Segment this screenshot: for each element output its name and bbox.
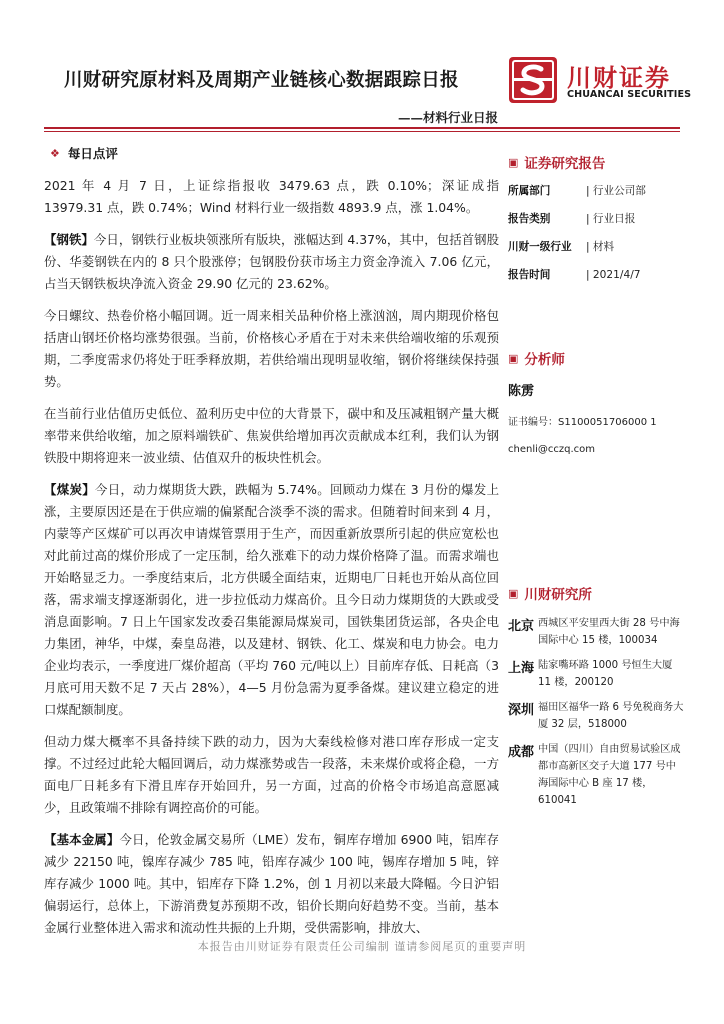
report-subtitle: ——材料行业日报: [397, 110, 498, 125]
office-item: [508, 741, 684, 809]
footer-disclaimer: 本报告由川财证券有限责任公司编制 谨请参阅尾页的重要声明: [197, 940, 527, 953]
report-info-list: [508, 184, 684, 296]
paragraph: [44, 829, 499, 939]
analyst-heading: [508, 348, 684, 368]
paragraph-list: [44, 175, 499, 939]
paragraph-text: 但动力煤大概率不具备持续下跌的动力，因为大秦线检修对港口库存形成一定支撑。不过经过此轮大幅回调后，动力煤涨势或告一段落，未来煤价或将企稳，一方面电厂日耗多有下滑且库存开始回升，另一方面，过高的价格令市场追高意愿减少，且政策端不排除有调控高价的可能。: [44, 734, 499, 815]
header-divider: [44, 127, 680, 129]
institute-heading: [508, 583, 684, 603]
target-bullet-icon: ▣: [508, 351, 519, 365]
report-info-title: 证券研究报告: [524, 156, 606, 172]
info-label: 所属部门: [508, 185, 551, 197]
section-title: 每日点评: [67, 146, 118, 161]
office-city: 北京: [508, 619, 535, 634]
office-list: [508, 615, 684, 809]
header-divider-thin: [44, 131, 680, 132]
paragraph: [44, 229, 499, 295]
analyst-title: 分析师: [524, 352, 565, 368]
paragraph-tag: 【煤炭】: [44, 482, 95, 497]
paragraph-text: 在当前行业估值历史低位、盈利历史中位的大背景下，碳中和及压减粗钢产量大概率带来供给收缩，加之原料端铁矿、焦炭供给增加再次贡献成本红利，我们认为钢铁股中期将迎来一波业绩、估值双升的板块性机会。: [44, 406, 499, 465]
analyst-cert: 证书编号：S1100051706000 1: [508, 417, 657, 428]
info-value: | 行业公司部: [586, 185, 646, 197]
paragraph: [44, 403, 499, 469]
info-row: [508, 240, 684, 268]
main-content: [44, 144, 499, 949]
paragraph: [44, 305, 499, 393]
info-label: 报告类别: [508, 213, 551, 225]
paragraph-text: 2021 年 4 月 7 日，上证综指报收 3479.63 点，跌 0.10%；深证成指 13979.31 点，跌 0.74%；Wind 材料行业一级指数 4893.9 点，涨 1.04%。: [44, 178, 499, 215]
office-address: 福田区福华一路 6 号免税商务大厦 32 层，518000: [538, 702, 684, 730]
institute-title: 川财研究所: [524, 587, 592, 603]
paragraph: [44, 175, 499, 219]
analyst-email[interactable]: chenli@cczq.com: [508, 444, 596, 455]
target-bullet-icon: ▣: [508, 155, 519, 169]
report-title: 川财研究原材料及周期产业链核心数据跟踪日报: [64, 70, 459, 91]
info-row: [508, 212, 684, 240]
paragraph-text: 今日，伦敦金属交易所（LME）发布，铜库存增加 6900 吨，铝库存减少 22150 吨，镍库存减少 785 吨，铅库存减少 100 吨，锡库存增加 5 吨，锌库存减少 1000 吨。其中，铝库存下降 1.2%，创 1 月初以来最大降幅。今日沪铝偏弱运行，总体上，下游消费复苏预期不改，铝价长期向好趋势不变。当前，基本金属行业整体进入需求和流动性共振的上升期，受供需影响，排放大、: [44, 832, 499, 935]
office-address: 陆家嘴环路 1000 号恒生大厦 11 楼，200120: [538, 660, 673, 688]
paragraph-tag: 【基本金属】: [44, 832, 120, 847]
info-row: [508, 184, 684, 212]
office-address: 西城区平安里西大街 28 号中海国际中心 15 楼，100034: [538, 618, 680, 646]
info-value: | 2021/4/7: [586, 269, 641, 281]
info-label: 川财一级行业: [508, 241, 572, 253]
info-label: 报告时间: [508, 269, 551, 281]
company-logo: [508, 56, 692, 108]
logo-chinese-name: 川财证券: [567, 64, 671, 92]
analyst-name: 陈雳: [508, 384, 535, 399]
sidebar: [508, 152, 684, 817]
logo-english-name: CHUANCAI SECURITIES: [567, 89, 692, 100]
diamond-bullet-icon: ❖: [50, 146, 60, 160]
daily-review-heading: [50, 144, 499, 162]
chuancai-logo-icon: [508, 56, 558, 104]
office-city: 深圳: [508, 703, 535, 718]
report-info-heading: [508, 152, 684, 172]
paragraph: [44, 479, 499, 721]
office-item: [508, 615, 684, 649]
office-item: [508, 699, 684, 733]
paragraph: [44, 731, 499, 819]
info-row: [508, 268, 684, 296]
paragraph-text: 今日，钢铁行业板块领涨所有版块，涨幅达到 4.37%，其中，包括首钢股份、华菱钢铁在内的 8 只个股涨停；包钢股份获市场主力资金净流入 7.06 亿元，占当天钢铁板块净流入资金 29.90 亿元的 23.62%。: [44, 232, 500, 291]
office-city: 上海: [508, 661, 535, 676]
info-value: | 行业日报: [586, 213, 636, 225]
paragraph-text: 今日，动力煤期货大跌，跌幅为 5.74%。回顾动力煤在 3 月份的爆发上涨，主要原因还是在于供应端的偏紧配合淡季不淡的需求。但随着时间来到 4 月，内蒙等产区煤矿可以再次申请煤管票用于生产，而因重新放票所引起的供应宽松也对此前过高的煤价形成了一定压制，给久涨难下的动力煤价格降了温。而需求端也开始略显乏力。一季度结束后，北方供暖全面结束，近期电厂日耗也开始从高位回落，需求端支撑逐渐弱化，进一步拉低动力煤高价。且今日动力煤期货的大跌或受消息面影响。7 日上午国家发改委召集能源局煤炭司，国铁集团货运部，各央企电力集团，神华，中煤，秦皇岛港，以及建材、钢铁、化工、煤炭和电力协会。电力企业均表示，一季度进厂煤价超高（平均 760 元/吨以上）目前库存低、日耗高（3 月底可用天数不足 7 天占 28%），4—5 月份急需为夏季备煤。建议建立稳定的进口煤配额制度。: [44, 482, 500, 717]
paragraph-tag: 【钢铁】: [44, 232, 94, 247]
office-address: 中国（四川）自由贸易试验区成都市高新区交子大道 177 号中海国际中心 B 座 17 楼，610041: [538, 744, 681, 806]
info-value: | 材料: [586, 241, 615, 253]
office-city: 成都: [508, 745, 535, 760]
office-item: [508, 657, 684, 691]
target-bullet-icon: ▣: [508, 586, 519, 600]
paragraph-text: 今日螺纹、热卷价格小幅回调。近一周来相关品种价格上涨汹汹，周内期现价格包括唐山钢坯价格均涨势很强。当前，价格核心矛盾在于对未来供给端收缩的乐观预期，二季度需求仍将处于旺季释放期，若供给端出现明显收缩，钢价将继续保持强势。: [44, 308, 499, 389]
